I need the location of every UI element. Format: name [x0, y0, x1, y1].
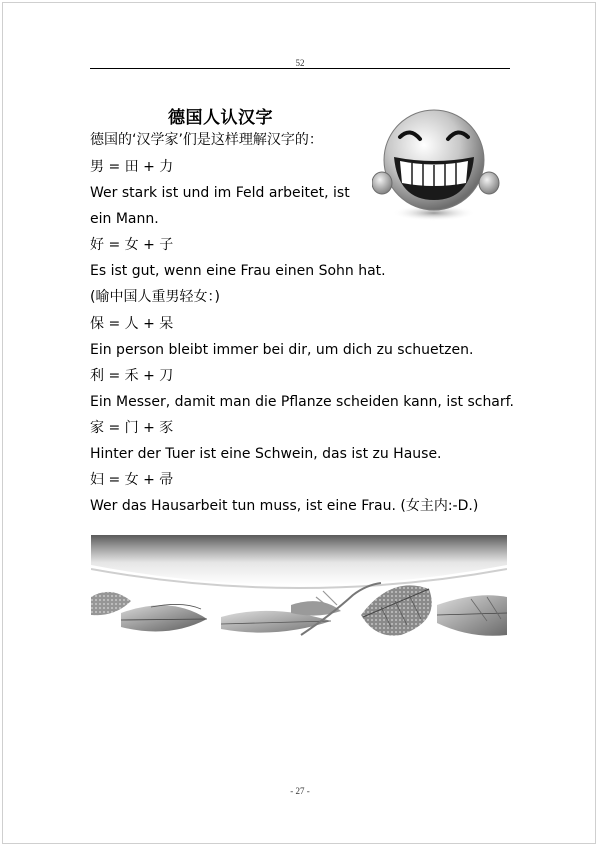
- text-line: Hinter der Tuer ist eine Schwein, das ist zu Hause.: [90, 446, 442, 462]
- intro-line: 德国的‘汉学家’们是这样理解汉字的：: [90, 132, 323, 148]
- leaves-banner-image: [91, 535, 507, 643]
- header-page-number: 52: [295, 58, 305, 68]
- text-line: Wer stark ist und im Feld arbeitet, ist: [90, 185, 350, 201]
- laughing-smiley-icon: [372, 105, 502, 225]
- text-line: 家 = 门 + 豕: [90, 420, 174, 436]
- text-line: ein Mann.: [90, 211, 159, 227]
- footer-page-label: - 27 -: [290, 786, 310, 796]
- text-line: 好 = 女 + 子: [90, 237, 174, 253]
- text-line: Ein person bleibt immer bei dir, um dich zu schuetzen.: [90, 342, 474, 358]
- header-rule: [90, 68, 510, 69]
- text-line: Ein Messer, damit man die Pflanze scheiden kann, ist scharf.: [90, 394, 515, 410]
- text-line: 男 = 田 + 力: [90, 159, 174, 175]
- text-line: 妇 = 女 + 帚: [90, 472, 174, 488]
- text-line: 利 = 禾 + 刀: [90, 368, 174, 384]
- page-title: 德国人认汉字: [168, 108, 273, 128]
- text-line: Es ist gut, wenn eine Frau einen Sohn hat.: [90, 263, 386, 279]
- text-line: (喻中国人重男轻女：): [90, 289, 220, 305]
- text-line: Wer das Hausarbeit tun muss, ist eine Frau. (女主内:-D.): [90, 498, 479, 514]
- text-line: 保 = 人 + 呆: [90, 316, 174, 332]
